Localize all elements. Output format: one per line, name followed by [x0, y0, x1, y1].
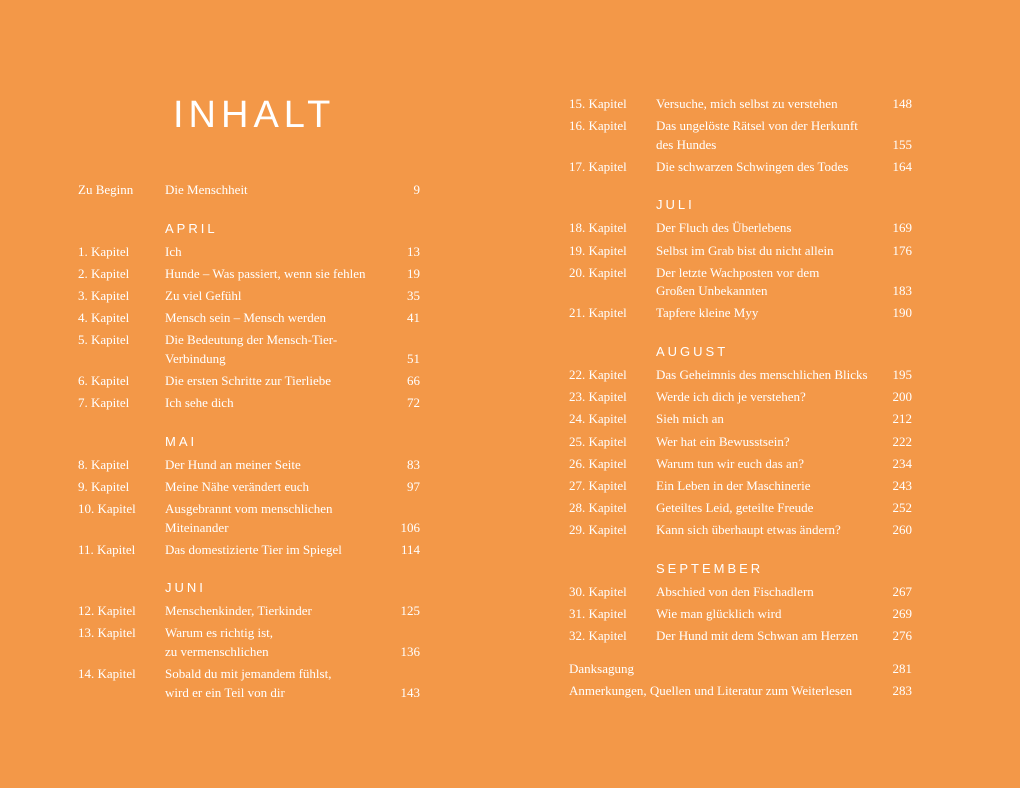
toc-entry [569, 388, 912, 407]
toc-entry [569, 499, 912, 518]
chapter-number: 29. Kapitel [569, 522, 627, 538]
toc-entry [78, 478, 420, 497]
chapter-title [569, 682, 912, 701]
chapter-title [656, 605, 912, 624]
chapter-title-line: Wer hat ein Bewusstsein? [656, 433, 790, 449]
chapter-title-line: Danksagung [569, 660, 634, 676]
page-number: 281 [892, 660, 912, 676]
chapter-title [165, 243, 420, 262]
toc-entry [78, 372, 420, 391]
toc-entry [78, 265, 420, 284]
page-number: 212 [892, 411, 912, 427]
toc-entry [569, 433, 912, 452]
chapter-number: 30. Kapitel [569, 583, 627, 599]
chapter-title [656, 521, 912, 540]
chapter-title-line: Ein Leben in der Maschinerie [656, 477, 811, 493]
chapter-title-line: Die ersten Schritte zur Tierliebe [165, 372, 332, 388]
chapter-title-line: des Hundes [656, 136, 717, 152]
page-number: 51 [407, 350, 420, 366]
toc-entry [78, 243, 420, 262]
chapter-title [165, 181, 420, 200]
chapter-number: 8. Kapitel [78, 456, 130, 472]
chapter-title-line: Das domestizierte Tier im Spiegel [165, 541, 342, 557]
chapter-title-line: Ich [165, 243, 182, 259]
chapter-number: 7. Kapitel [78, 395, 130, 411]
page-number: 283 [892, 682, 912, 698]
chapter-title-line: Wie man glücklich wird [656, 605, 782, 621]
page-number: 125 [400, 603, 420, 619]
chapter-number: 16. Kapitel [569, 118, 627, 134]
page-number: 267 [892, 583, 912, 599]
page-number: 143 [400, 684, 420, 700]
chapter-number: 18. Kapitel [569, 220, 627, 236]
month-heading: SEPTEMBER [656, 560, 764, 576]
chapter-title-line: Die schwarzen Schwingen des Todes [656, 158, 849, 174]
chapter-title [656, 95, 912, 114]
toc-entry [569, 583, 912, 602]
chapter-title-line: Der letzte Wachposten vor dem [656, 264, 820, 280]
chapter-title-line: Tapfere kleine Myy [656, 305, 759, 321]
chapter-title [656, 219, 912, 238]
chapter-title-line: Zu viel Gefühl [165, 287, 242, 303]
chapter-title-line: zu vermenschlichen [165, 643, 269, 659]
chapter-title [656, 433, 912, 452]
toc-entry [569, 627, 912, 646]
chapter-title [656, 455, 912, 474]
toc-entry [569, 366, 912, 385]
chapter-number: 11. Kapitel [78, 541, 136, 557]
page-number: 269 [892, 605, 912, 621]
page-number: 243 [892, 477, 912, 493]
page-number: 183 [892, 283, 912, 299]
page-number: 276 [892, 628, 912, 644]
month-heading: AUGUST [656, 343, 729, 359]
chapter-title-line: Ausgebrannt vom menschlichen [165, 501, 333, 516]
page-number: 169 [892, 220, 912, 236]
right-page [569, 0, 912, 788]
page-number: 234 [892, 455, 912, 471]
page-number: 114 [400, 541, 420, 557]
page-number: 97 [407, 478, 420, 494]
chapter-number: 4. Kapitel [78, 310, 130, 326]
toc-entry [569, 219, 912, 238]
page-number: 66 [407, 372, 420, 388]
page-number: 260 [892, 522, 912, 538]
chapter-title [656, 410, 912, 429]
chapter-number: 15. Kapitel [569, 96, 627, 111]
chapter-number: 23. Kapitel [569, 389, 627, 405]
chapter-title-line: Der Hund mit dem Schwan am Herzen [656, 628, 859, 644]
chapter-title-line: Das ungelöste Rätsel von der Herkunft [656, 118, 858, 134]
chapter-title-line: Verbindung [165, 350, 226, 366]
month-heading: JUNI [165, 580, 206, 596]
page-number: 164 [892, 158, 912, 174]
chapter-title-line: Sobald du mit jemandem fühlst, [165, 666, 332, 682]
chapter-title [656, 477, 912, 496]
chapter-number: 27. Kapitel [569, 477, 627, 493]
chapter-title [165, 500, 420, 537]
chapter-title [656, 499, 912, 518]
month-heading: JULI [656, 197, 695, 213]
toc-entry [78, 456, 420, 475]
chapter-title [165, 309, 420, 328]
page-number: 195 [892, 366, 912, 382]
page-number: 176 [892, 242, 912, 258]
chapter-number: Zu Beginn [78, 182, 134, 197]
toc-entry [569, 521, 912, 540]
chapter-title [656, 158, 912, 177]
page-number: 83 [407, 456, 420, 472]
chapter-title-line: Miteinander [165, 519, 229, 535]
page-number: 106 [400, 519, 420, 535]
chapter-title [165, 372, 420, 391]
chapter-title-line: Die Menschheit [165, 182, 248, 197]
chapter-title [656, 304, 912, 323]
chapter-number: 19. Kapitel [569, 242, 627, 258]
chapter-title [165, 331, 420, 368]
toc-entry [569, 477, 912, 496]
chapter-title-line: Ich sehe dich [165, 395, 234, 411]
chapter-title [165, 602, 420, 621]
toc-entry [569, 605, 912, 624]
chapter-title [165, 624, 420, 661]
chapter-title-line: Großen Unbekannten [656, 283, 768, 299]
page-number: 136 [400, 643, 420, 659]
chapter-title [656, 264, 912, 301]
chapter-number: 9. Kapitel [78, 478, 130, 494]
chapter-title-line: Versuche, mich selbst zu verstehen [656, 96, 838, 111]
chapter-title [569, 660, 912, 679]
toc-entry [569, 158, 912, 177]
chapter-number: 2. Kapitel [78, 265, 130, 281]
page-number: 200 [892, 389, 912, 405]
toc-entry [78, 181, 420, 200]
month-heading: APRIL [165, 220, 218, 236]
toc-entry [569, 304, 912, 323]
chapter-number: 22. Kapitel [569, 366, 627, 382]
chapter-title [165, 394, 420, 413]
chapter-number: 28. Kapitel [569, 500, 627, 516]
chapter-title [656, 627, 912, 646]
toc-entry [78, 394, 420, 413]
chapter-title [165, 456, 420, 475]
chapter-title-line: Kann sich überhaupt etwas ändern? [656, 522, 841, 538]
chapter-number: 13. Kapitel [78, 625, 136, 641]
chapter-number: 10. Kapitel [78, 501, 136, 516]
chapter-number: 1. Kapitel [78, 243, 130, 259]
toc-entry [78, 287, 420, 306]
toc-entry [78, 665, 420, 702]
page-number: 155 [892, 136, 912, 152]
toc-right [569, 95, 912, 704]
chapter-title [165, 541, 420, 560]
chapter-number: 26. Kapitel [569, 455, 627, 471]
chapter-title-line: Warum es richtig ist, [165, 625, 273, 641]
toc-entry [78, 624, 420, 661]
chapter-number: 17. Kapitel [569, 158, 627, 174]
chapter-title-line: Geteiltes Leid, geteilte Freude [656, 500, 814, 516]
chapter-title-line: Anmerkungen, Quellen und Literatur zum Weiterlesen [569, 682, 853, 698]
page-number: 41 [407, 310, 420, 326]
toc-left [78, 181, 420, 706]
page-number: 222 [892, 433, 912, 449]
chapter-title-line: Meine Nähe verändert euch [165, 478, 310, 494]
chapter-number: 12. Kapitel [78, 603, 136, 619]
toc-entry [569, 455, 912, 474]
chapter-title [656, 388, 912, 407]
toc-entry [78, 500, 420, 537]
page-number: 190 [892, 305, 912, 321]
page-number: 13 [407, 243, 420, 259]
chapter-number: 24. Kapitel [569, 411, 627, 427]
chapter-number: 21. Kapitel [569, 305, 627, 321]
chapter-title [656, 242, 912, 261]
chapter-title [656, 583, 912, 602]
left-page [78, 0, 420, 788]
page-number: 35 [407, 287, 420, 303]
chapter-title-line: Die Bedeutung der Mensch-Tier- [165, 332, 338, 348]
chapter-title [165, 265, 420, 284]
chapter-title [656, 117, 912, 154]
chapter-number: 5. Kapitel [78, 332, 130, 348]
toc-entry [78, 602, 420, 621]
page-number: 252 [892, 500, 912, 516]
chapter-title-line: Mensch sein – Mensch werden [165, 310, 327, 326]
page-title: INHALT [173, 94, 336, 136]
toc-entry [569, 117, 912, 154]
toc-entry [569, 410, 912, 429]
chapter-title [165, 665, 420, 702]
chapter-title [165, 287, 420, 306]
toc-entry [569, 682, 912, 701]
chapter-title-line: Das Geheimnis des menschlichen Blicks [656, 366, 868, 382]
toc-entry [78, 331, 420, 368]
chapter-number: 3. Kapitel [78, 287, 130, 303]
chapter-title-line: Der Hund an meiner Seite [165, 456, 301, 472]
chapter-title-line: Warum tun wir euch das an? [656, 455, 805, 471]
chapter-title-line: wird er ein Teil von dir [165, 684, 285, 700]
toc-entry [569, 264, 912, 301]
chapter-title-line: Hunde – Was passiert, wenn sie fehlen [165, 265, 366, 281]
chapter-title [165, 478, 420, 497]
page-number: 9 [413, 182, 420, 197]
page-number: 72 [407, 395, 420, 411]
chapter-number: 6. Kapitel [78, 372, 130, 388]
chapter-title-line: Werde ich dich je verstehen? [656, 389, 806, 405]
chapter-title-line: Sieh mich an [656, 411, 724, 427]
chapter-title [656, 366, 912, 385]
toc-entry [78, 541, 420, 560]
toc-entry [569, 95, 912, 114]
toc-entry [78, 309, 420, 328]
chapter-number: 14. Kapitel [78, 666, 136, 682]
chapter-title-line: Abschied von den Fischadlern [656, 583, 814, 599]
chapter-number: 20. Kapitel [569, 264, 627, 280]
toc-entry [569, 660, 912, 679]
toc-entry [569, 242, 912, 261]
chapter-number: 32. Kapitel [569, 628, 627, 644]
chapter-number: 31. Kapitel [569, 605, 627, 621]
page-number: 148 [892, 96, 912, 111]
page-number: 19 [407, 265, 420, 281]
chapter-number: 25. Kapitel [569, 433, 627, 449]
chapter-title-line: Selbst im Grab bist du nicht allein [656, 242, 834, 258]
chapter-title-line: Der Fluch des Überlebens [656, 220, 792, 236]
month-heading: MAI [165, 433, 198, 449]
chapter-title-line: Menschenkinder, Tierkinder [165, 603, 312, 619]
